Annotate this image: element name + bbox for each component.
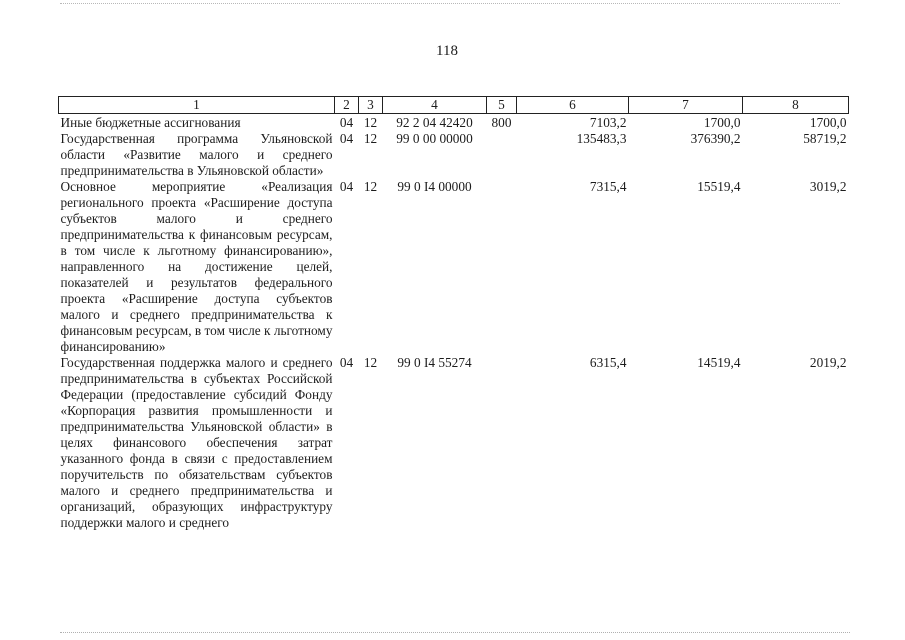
row-target-code: 92 2 04 42420 <box>396 115 473 130</box>
table-row <box>59 355 849 531</box>
row-name: Иные бюджетные ассигнования <box>60 115 241 130</box>
row-name: Государственная программа Ульяновской области «Развитие малого и среднего предпринимательства в Ульяновской области» <box>60 131 333 178</box>
row-subsection: 12 <box>363 355 378 370</box>
row-amount-8: 1700,0 <box>809 115 847 130</box>
row-subsection: 12 <box>363 131 378 146</box>
column-header-3: 3 <box>359 97 383 114</box>
row-subsection: 12 <box>363 179 378 194</box>
column-header-2: 2 <box>335 97 359 114</box>
row-expense-type <box>487 131 517 179</box>
row-amount-6: 135483,3 <box>576 131 627 146</box>
row-name: Основное мероприятие «Реализация регионального проекта «Расширение доступа субъектов малого и среднего предпринимательства к финансовым ресурсам, в том числе к льготному финансированию», направленного на достижение целей, показателей и результатов федерального проекта «Расширение доступа субъектов малого и среднего предпринимательства к финансовым ресурсам, в том числе к льготному финансированию» <box>60 179 333 354</box>
table-header-row <box>59 97 849 114</box>
column-header-5: 5 <box>487 97 517 114</box>
row-amount-8: 58719,2 <box>803 131 847 146</box>
table-row <box>59 131 849 179</box>
row-amount-8: 2019,2 <box>809 355 847 370</box>
row-amount-7: 376390,2 <box>690 131 741 146</box>
row-section: 04 <box>339 179 354 194</box>
table-row <box>59 114 849 132</box>
column-header-6: 6 <box>517 97 629 114</box>
row-subsection: 12 <box>363 115 378 130</box>
row-amount-7: 14519,4 <box>697 355 741 370</box>
row-amount-8: 3019,2 <box>809 179 847 194</box>
row-target-code: 99 0 I4 55274 <box>397 355 472 370</box>
row-amount-7: 1700,0 <box>703 115 741 130</box>
scan-edge-top <box>60 3 840 4</box>
row-target-code: 99 0 00 00000 <box>396 131 473 146</box>
row-section: 04 <box>339 355 354 370</box>
row-section: 04 <box>339 131 354 146</box>
row-expense-type <box>487 179 517 355</box>
column-header-8: 8 <box>743 97 849 114</box>
table-row <box>59 179 849 355</box>
row-amount-7: 15519,4 <box>697 179 741 194</box>
row-expense-type <box>487 355 517 531</box>
row-amount-6: 7103,2 <box>589 115 627 130</box>
row-amount-6: 7315,4 <box>589 179 627 194</box>
column-header-1: 1 <box>59 97 335 114</box>
row-target-code: 99 0 I4 00000 <box>397 179 472 194</box>
row-name: Государственная поддержка малого и среднего предпринимательства в субъектах Российской Федерации (предоставление субсидий Фонду «Корпорация развития промышленности и предпринимательства Ульяновской области» в целях финансового обеспечения затрат указанного фонда в связи с предоставлением поручительств по обязательствам субъектов малого и среднего предпринимательства и организаций, образующих инфраструктуру поддержки малого и среднего <box>60 355 333 530</box>
column-header-4: 4 <box>383 97 487 114</box>
scan-edge-bottom <box>60 632 850 633</box>
column-header-7: 7 <box>629 97 743 114</box>
row-amount-6: 6315,4 <box>589 355 627 370</box>
row-section: 04 <box>339 115 354 130</box>
budget-table <box>58 96 849 531</box>
page-number: 118 <box>436 43 458 59</box>
row-expense-type: 800 <box>491 115 512 130</box>
